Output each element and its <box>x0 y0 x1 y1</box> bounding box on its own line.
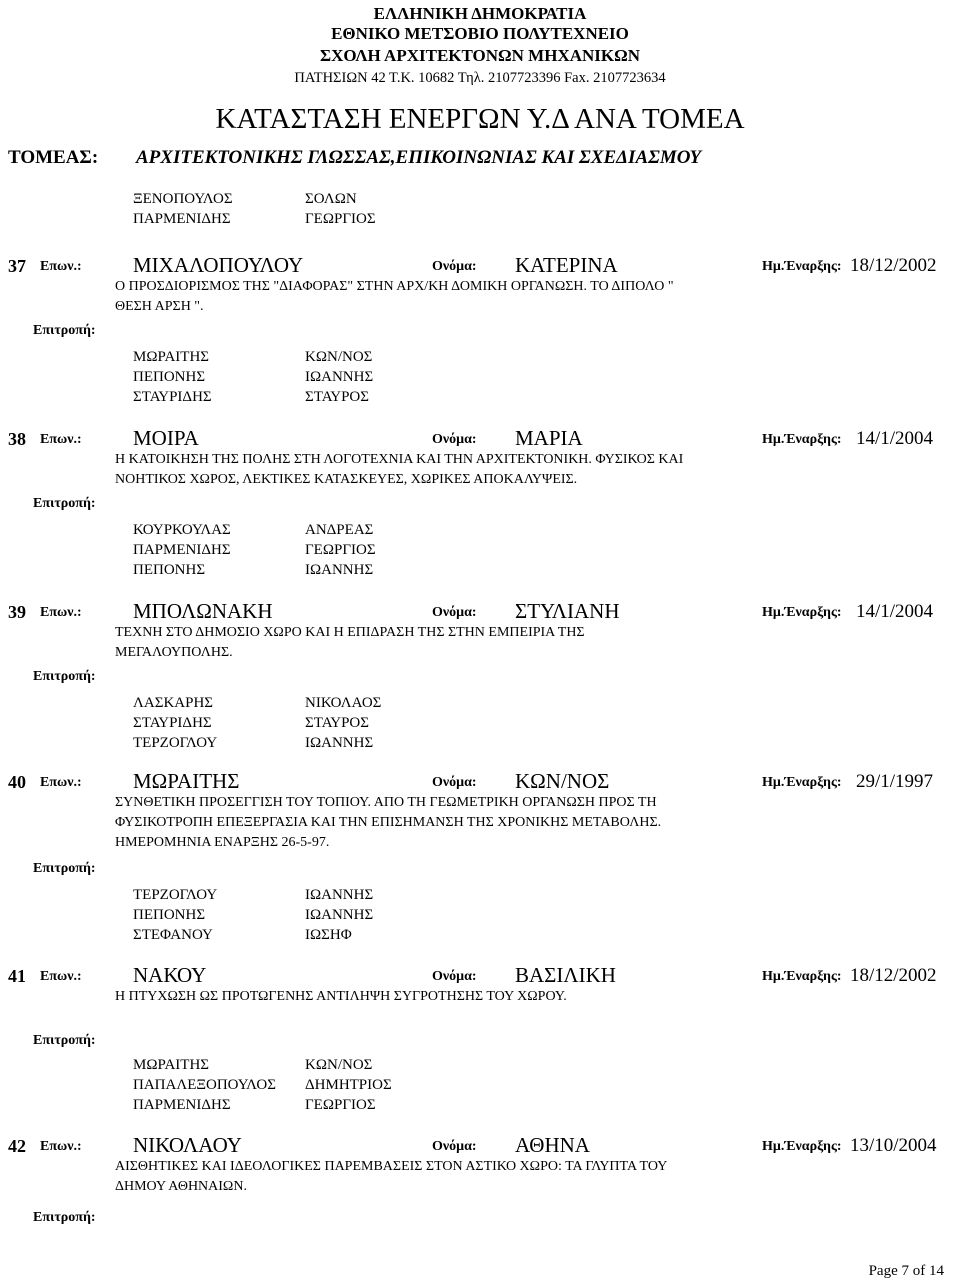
record-topic-line: ΤΕΧΝΗ ΣΤΟ ΔΗΜΟΣΙΟ ΧΩΡΟ ΚΑΙ Η ΕΠΙΔΡΑΣΗ ΤΗΣ ΣΤΗΝ ΕΜΠΕΙΡΙΑ ΤΗΣ <box>115 625 585 640</box>
committee-surname: ΛΑΣΚΑΡΗΣ <box>133 695 214 711</box>
record-topic-line: ΦΥΣΙΚΟΤΡΟΠΗ ΕΠΕΞΕΡΓΑΣΙΑ ΚΑΙ ΤΗΝ ΕΠΙΣΗΜΑΝΣΗ ΤΗΣ ΧΡΟΝΙΚΗΣ ΜΕΤΑΒΟΛΗΣ. <box>115 815 662 830</box>
committee-surname: ΠΕΠΟΝΗΣ <box>133 369 206 385</box>
record-topic-line: ΗΜΕΡΟΜΗΝΙΑ ΕΝΑΡΞΗΣ 26-5-97. <box>115 835 330 850</box>
name-label: Ονόμα: <box>432 969 477 984</box>
start-date-label: Ημ.Έναρξης: <box>762 775 842 790</box>
record-name: ΒΑΣΙΛΙΚΗ <box>515 963 616 987</box>
committee-surname: ΠΑΡΜΕΝΙΔΗΣ <box>133 542 231 558</box>
record-surname: ΝΙΚΟΛΑΟΥ <box>133 1133 242 1157</box>
name-label: Ονόμα: <box>432 775 477 790</box>
committee-label: Επιτροπή: <box>33 669 96 684</box>
record-surname: ΜΟΙΡΑ <box>133 426 199 450</box>
committee-surname: ΠΑΠΑΛΕΞΟΠΟΥΛΟΣ <box>133 1077 276 1093</box>
carryover-surname: ΠΑΡΜΕΝΙΔΗΣ <box>133 211 231 227</box>
surname-label: Επων.: <box>40 259 82 274</box>
committee-name: ΚΩΝ/ΝΟΣ <box>305 1057 373 1073</box>
committee-name: ΚΩΝ/ΝΟΣ <box>305 349 373 365</box>
start-date-label: Ημ.Έναρξης: <box>762 432 842 447</box>
committee-name: ΣΤΑΥΡΟΣ <box>305 389 369 405</box>
committee-name: ΙΩΑΝΝΗΣ <box>305 562 374 578</box>
page-title: ΚΑΤΑΣΤΑΣΗ ΕΝΕΡΓΩΝ Υ.Δ ΑΝΑ ΤΟΜΕΑ <box>215 103 745 135</box>
name-label: Ονόμα: <box>432 432 477 447</box>
committee-label: Επιτροπή: <box>33 1033 96 1048</box>
record-topic-line: ΘΕΣΗ ΑΡΣΗ ". <box>115 299 204 314</box>
carryover-surname: ΞΕΝΟΠΟΥΛΟΣ <box>133 191 233 207</box>
name-label: Ονόμα: <box>432 1139 477 1154</box>
record-topic-line: Ο ΠΡΟΣΔΙΟΡΙΣΜΟΣ ΤΗΣ "ΔΙΑΦΟΡΑΣ" ΣΤΗΝ ΑΡΧ/ΚΗ ΔΟΜΙΚΗ ΟΡΓΑΝΩΣΗ. ΤΟ ΔΙΠΟΛΟ " <box>115 279 674 294</box>
page-number: Page 7 of 14 <box>868 1263 944 1279</box>
committee-surname: ΠΕΠΟΝΗΣ <box>133 907 206 923</box>
committee-surname: ΜΩΡΑΙΤΗΣ <box>133 349 210 365</box>
start-date-label: Ημ.Έναρξης: <box>762 605 842 620</box>
committee-surname: ΣΤΕΦΑΝΟΥ <box>133 927 213 943</box>
start-date-label: Ημ.Έναρξης: <box>762 1139 842 1154</box>
committee-name: ΙΩΣΗΦ <box>305 927 352 943</box>
record-topic-line: ΔΗΜΟΥ ΑΘΗΝΑΙΩΝ. <box>115 1179 247 1194</box>
record-topic-line: Η ΚΑΤΟΙΚΗΣΗ ΤΗΣ ΠΟΛΗΣ ΣΤΗ ΛΟΓΟΤΕΧΝΙΑ ΚΑΙ ΤΗΝ ΑΡΧΙΤΕΚΤΟΝΙΚΗ. ΦΥΣΙΚΟΣ ΚΑΙ <box>115 452 684 467</box>
sector-label: ΤΟΜΕΑΣ: <box>8 147 99 168</box>
name-label: Ονόμα: <box>432 259 477 274</box>
committee-surname: ΠΕΠΟΝΗΣ <box>133 562 206 578</box>
committee-name: ΓΕΩΡΓΙΟΣ <box>305 542 376 558</box>
name-label: Ονόμα: <box>432 605 477 620</box>
record-start-date: 14/1/2004 <box>856 601 934 622</box>
committee-name: ΙΩΑΝΝΗΣ <box>305 369 374 385</box>
record-name: ΚΩΝ/ΝΟΣ <box>515 769 610 793</box>
record-name: ΚΑΤΕΡΙΝΑ <box>515 253 618 277</box>
committee-name: ΓΕΩΡΓΙΟΣ <box>305 1097 376 1113</box>
record-start-date: 13/10/2004 <box>850 1135 937 1156</box>
record-number: 39 <box>8 602 26 622</box>
record-name: ΜΑΡΙΑ <box>515 426 583 450</box>
carryover-name: ΓΕΩΡΓΙΟΣ <box>305 211 376 227</box>
committee-surname: ΣΤΑΥΡΙΔΗΣ <box>133 715 212 731</box>
record-start-date: 18/12/2002 <box>850 255 937 276</box>
record-number: 40 <box>8 772 26 792</box>
surname-label: Επων.: <box>40 605 82 620</box>
committee-surname: ΤΕΡΖΟΓΛΟΥ <box>133 735 218 751</box>
record-topic-line: Η ΠΤΥΧΩΣΗ ΩΣ ΠΡΟΤΩΓΕΝΗΣ ΑΝΤΙΛΗΨΗ ΣΥΓΡΟΤΗΣΗΣ ΤΟΥ ΧΩΡΟΥ. <box>115 989 567 1004</box>
header-republic: ΕΛΛΗΝΙΚΗ ΔΗΜΟΚΡΑΤΙΑ <box>373 4 587 23</box>
record-topic-line: ΑΙΣΘΗΤΙΚΕΣ ΚΑΙ ΙΔΕΟΛΟΓΙΚΕΣ ΠΑΡΕΜΒΑΣΕΙΣ ΣΤΟΝ ΑΣΤΙΚΟ ΧΩΡΟ: ΤΑ ΓΛΥΠΤΑ ΤΟΥ <box>115 1159 668 1174</box>
committee-label: Επιτροπή: <box>33 496 96 511</box>
record-start-date: 14/1/2004 <box>856 428 934 449</box>
record-surname: ΝΑΚΟΥ <box>133 963 207 987</box>
sector-value: ΑΡΧΙΤΕΚΤΟΝΙΚΗΣ ΓΛΩΣΣΑΣ,ΕΠΙΚΟΙΝΩΝΙΑΣ ΚΑΙ ΣΧΕΔΙΑΣΜΟΥ <box>136 147 702 168</box>
record-surname: ΜΩΡΑΙΤΗΣ <box>133 769 240 793</box>
surname-label: Επων.: <box>40 969 82 984</box>
committee-surname: ΠΑΡΜΕΝΙΔΗΣ <box>133 1097 231 1113</box>
committee-surname: ΚΟΥΡΚΟΥΛΑΣ <box>133 522 231 538</box>
committee-surname: ΣΤΑΥΡΙΔΗΣ <box>133 389 212 405</box>
record-topic-line: ΣΥΝΘΕΤΙΚΗ ΠΡΟΣΕΓΓΙΣΗ ΤΟΥ ΤΟΠΙΟΥ. ΑΠΟ ΤΗ ΓΕΩΜΕΤΡΙΚΗ ΟΡΓΑΝΩΣΗ ΠΡΟΣ ΤΗ <box>115 795 657 810</box>
record-topic-line: ΜΕΓΑΛΟΥΠΟΛΗΣ. <box>115 645 233 660</box>
record-start-date: 29/1/1997 <box>856 771 934 792</box>
record-number: 37 <box>8 256 26 276</box>
surname-label: Επων.: <box>40 432 82 447</box>
committee-surname: ΜΩΡΑΙΤΗΣ <box>133 1057 210 1073</box>
record-number: 38 <box>8 429 26 449</box>
committee-label: Επιτροπή: <box>33 323 96 338</box>
header-school: ΣΧΟΛΗ ΑΡΧΙΤΕΚΤΟΝΩΝ ΜΗΧΑΝΙΚΩΝ <box>319 46 641 65</box>
committee-label: Επιτροπή: <box>33 861 96 876</box>
header-address: ΠΑΤΗΣΙΩΝ 42 Τ.Κ. 10682 Τηλ. 2107723396 Fax. 2107723634 <box>294 70 666 86</box>
start-date-label: Ημ.Έναρξης: <box>762 259 842 274</box>
record-name: ΑΘΗΝΑ <box>515 1133 590 1157</box>
record-name: ΣΤΥΛΙΑΝΗ <box>515 599 620 623</box>
committee-name: ΙΩΑΝΝΗΣ <box>305 907 374 923</box>
committee-name: ΝΙΚΟΛΑΟΣ <box>305 695 382 711</box>
header-university: ΕΘΝΙΚΟ ΜΕΤΣΟΒΙΟ ΠΟΛΥΤΕΧΝΕΙΟ <box>331 24 629 43</box>
record-surname: ΜΙΧΑΛΟΠΟΥΛΟΥ <box>133 253 304 277</box>
committee-name: ΣΤΑΥΡΟΣ <box>305 715 369 731</box>
record-start-date: 18/12/2002 <box>850 965 937 986</box>
record-number: 42 <box>8 1136 26 1156</box>
committee-name: ΙΩΑΝΝΗΣ <box>305 735 374 751</box>
surname-label: Επων.: <box>40 775 82 790</box>
record-number: 41 <box>8 966 26 986</box>
committee-name: ΑΝΔΡΕΑΣ <box>305 522 374 538</box>
committee-label: Επιτροπή: <box>33 1210 96 1225</box>
record-topic-line: ΝΟΗΤΙΚΟΣ ΧΩΡΟΣ, ΛΕΚΤΙΚΕΣ ΚΑΤΑΣΚΕΥΕΣ, ΧΩΡΙΚΕΣ ΑΠΟΚΑΛΥΨΕΙΣ. <box>115 472 578 487</box>
committee-name: ΔΗΜΗΤΡΙΟΣ <box>305 1077 392 1093</box>
committee-surname: ΤΕΡΖΟΓΛΟΥ <box>133 887 218 903</box>
record-surname: ΜΠΟΛΩΝΑΚΗ <box>133 599 273 623</box>
committee-name: ΙΩΑΝΝΗΣ <box>305 887 374 903</box>
start-date-label: Ημ.Έναρξης: <box>762 969 842 984</box>
surname-label: Επων.: <box>40 1139 82 1154</box>
carryover-name: ΣΟΛΩΝ <box>305 191 357 207</box>
